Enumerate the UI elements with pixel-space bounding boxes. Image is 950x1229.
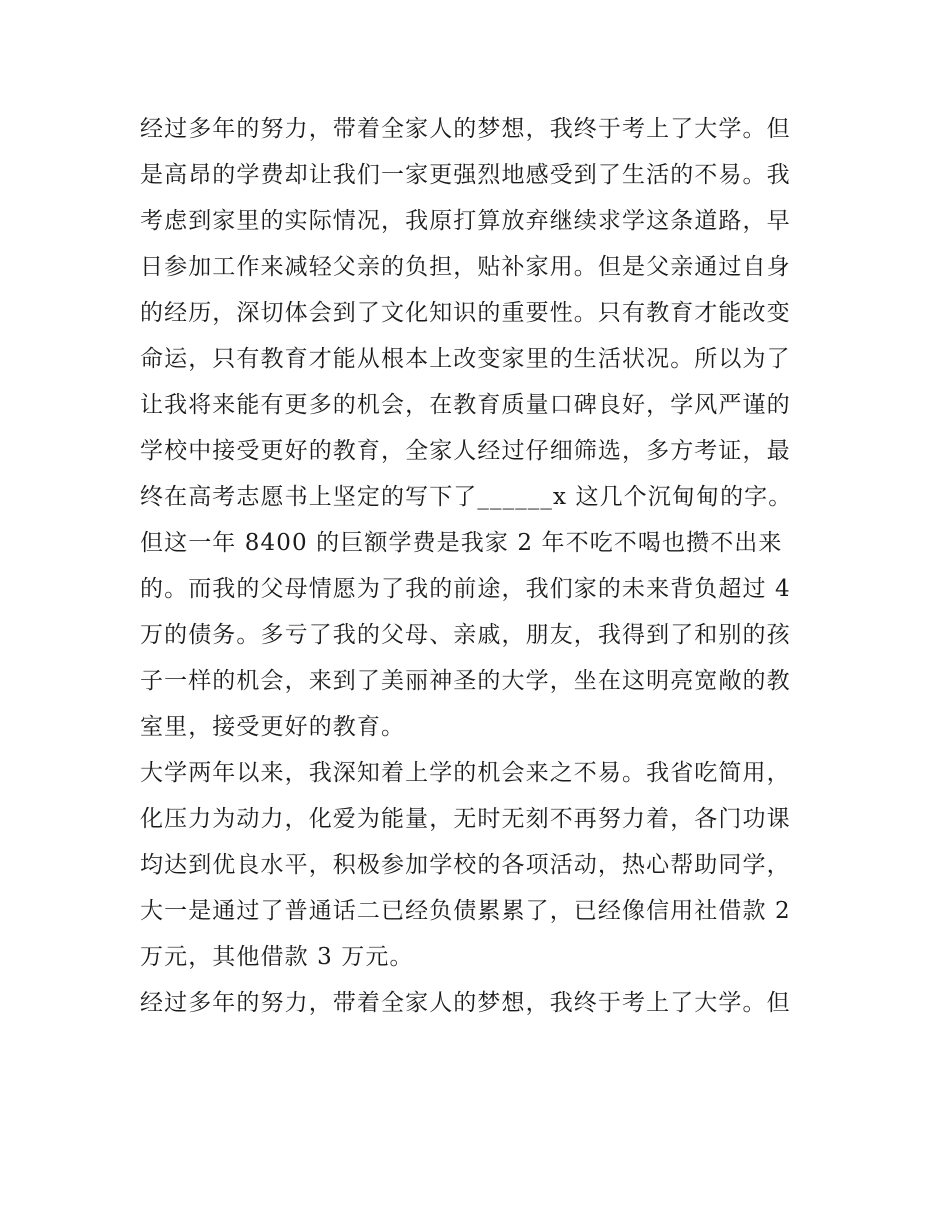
document-body [140,106,820,1026]
text-line: 但这一年 8400 的巨额学费是我家 2 年不吃不喝也攒不出来 [140,530,783,556]
text-line: 化压力为动力，化爱为能量，无时无刻不再努力着，各门功课 [140,806,791,832]
text-line: 经过多年的努力，带着全家人的梦想，我终于考上了大学。但 [140,116,791,142]
text-line: 终在高考志愿书上坚定的写下了______x 这几个沉甸甸的字。 [140,484,793,510]
text-line: 室里，接受更好的教育。 [140,714,406,740]
text-line: 考虑到家里的实际情况，我原打算放弃继续求学这条道路，早 [140,208,791,234]
text-line: 的经历，深切体会到了文化知识的重要性。只有教育才能改变 [140,300,791,326]
text-line: 让我将来能有更多的机会，在教育质量口碑良好，学风严谨的 [140,392,791,418]
text-line: 经过多年的努力，带着全家人的梦想，我终于考上了大学。但 [140,990,791,1016]
text-line: 万元，其他借款 3 万元。 [140,944,414,970]
text-line: 命运，只有教育才能从根本上改变家里的生活状况。所以为了 [140,346,791,372]
text-line: 是高昂的学费却让我们一家更强烈地感受到了生活的不易。我 [140,162,791,188]
text-line: 日参加工作来减轻父亲的负担，贴补家用。但是父亲通过自身 [140,254,791,280]
text-line: 的。而我的父母情愿为了我的前途，我们家的未来背负超过 4 [140,576,791,602]
text-line: 大学两年以来，我深知着上学的机会来之不易。我省吃简用， [140,760,791,786]
text-line: 学校中接受更好的教育，全家人经过仔细筛选，多方考证，最 [140,438,791,464]
text-line: 大一是通过了普通话二已经负债累累了，已经像信用社借款 2 [140,898,791,924]
text-line: 万的债务。多亏了我的父母、亲戚，朋友，我得到了和别的孩 [140,622,791,648]
text-line: 均达到优良水平，积极参加学校的各项活动，热心帮助同学， [140,852,791,878]
text-line: 子一样的机会，来到了美丽神圣的大学，坐在这明亮宽敞的教 [140,668,791,694]
